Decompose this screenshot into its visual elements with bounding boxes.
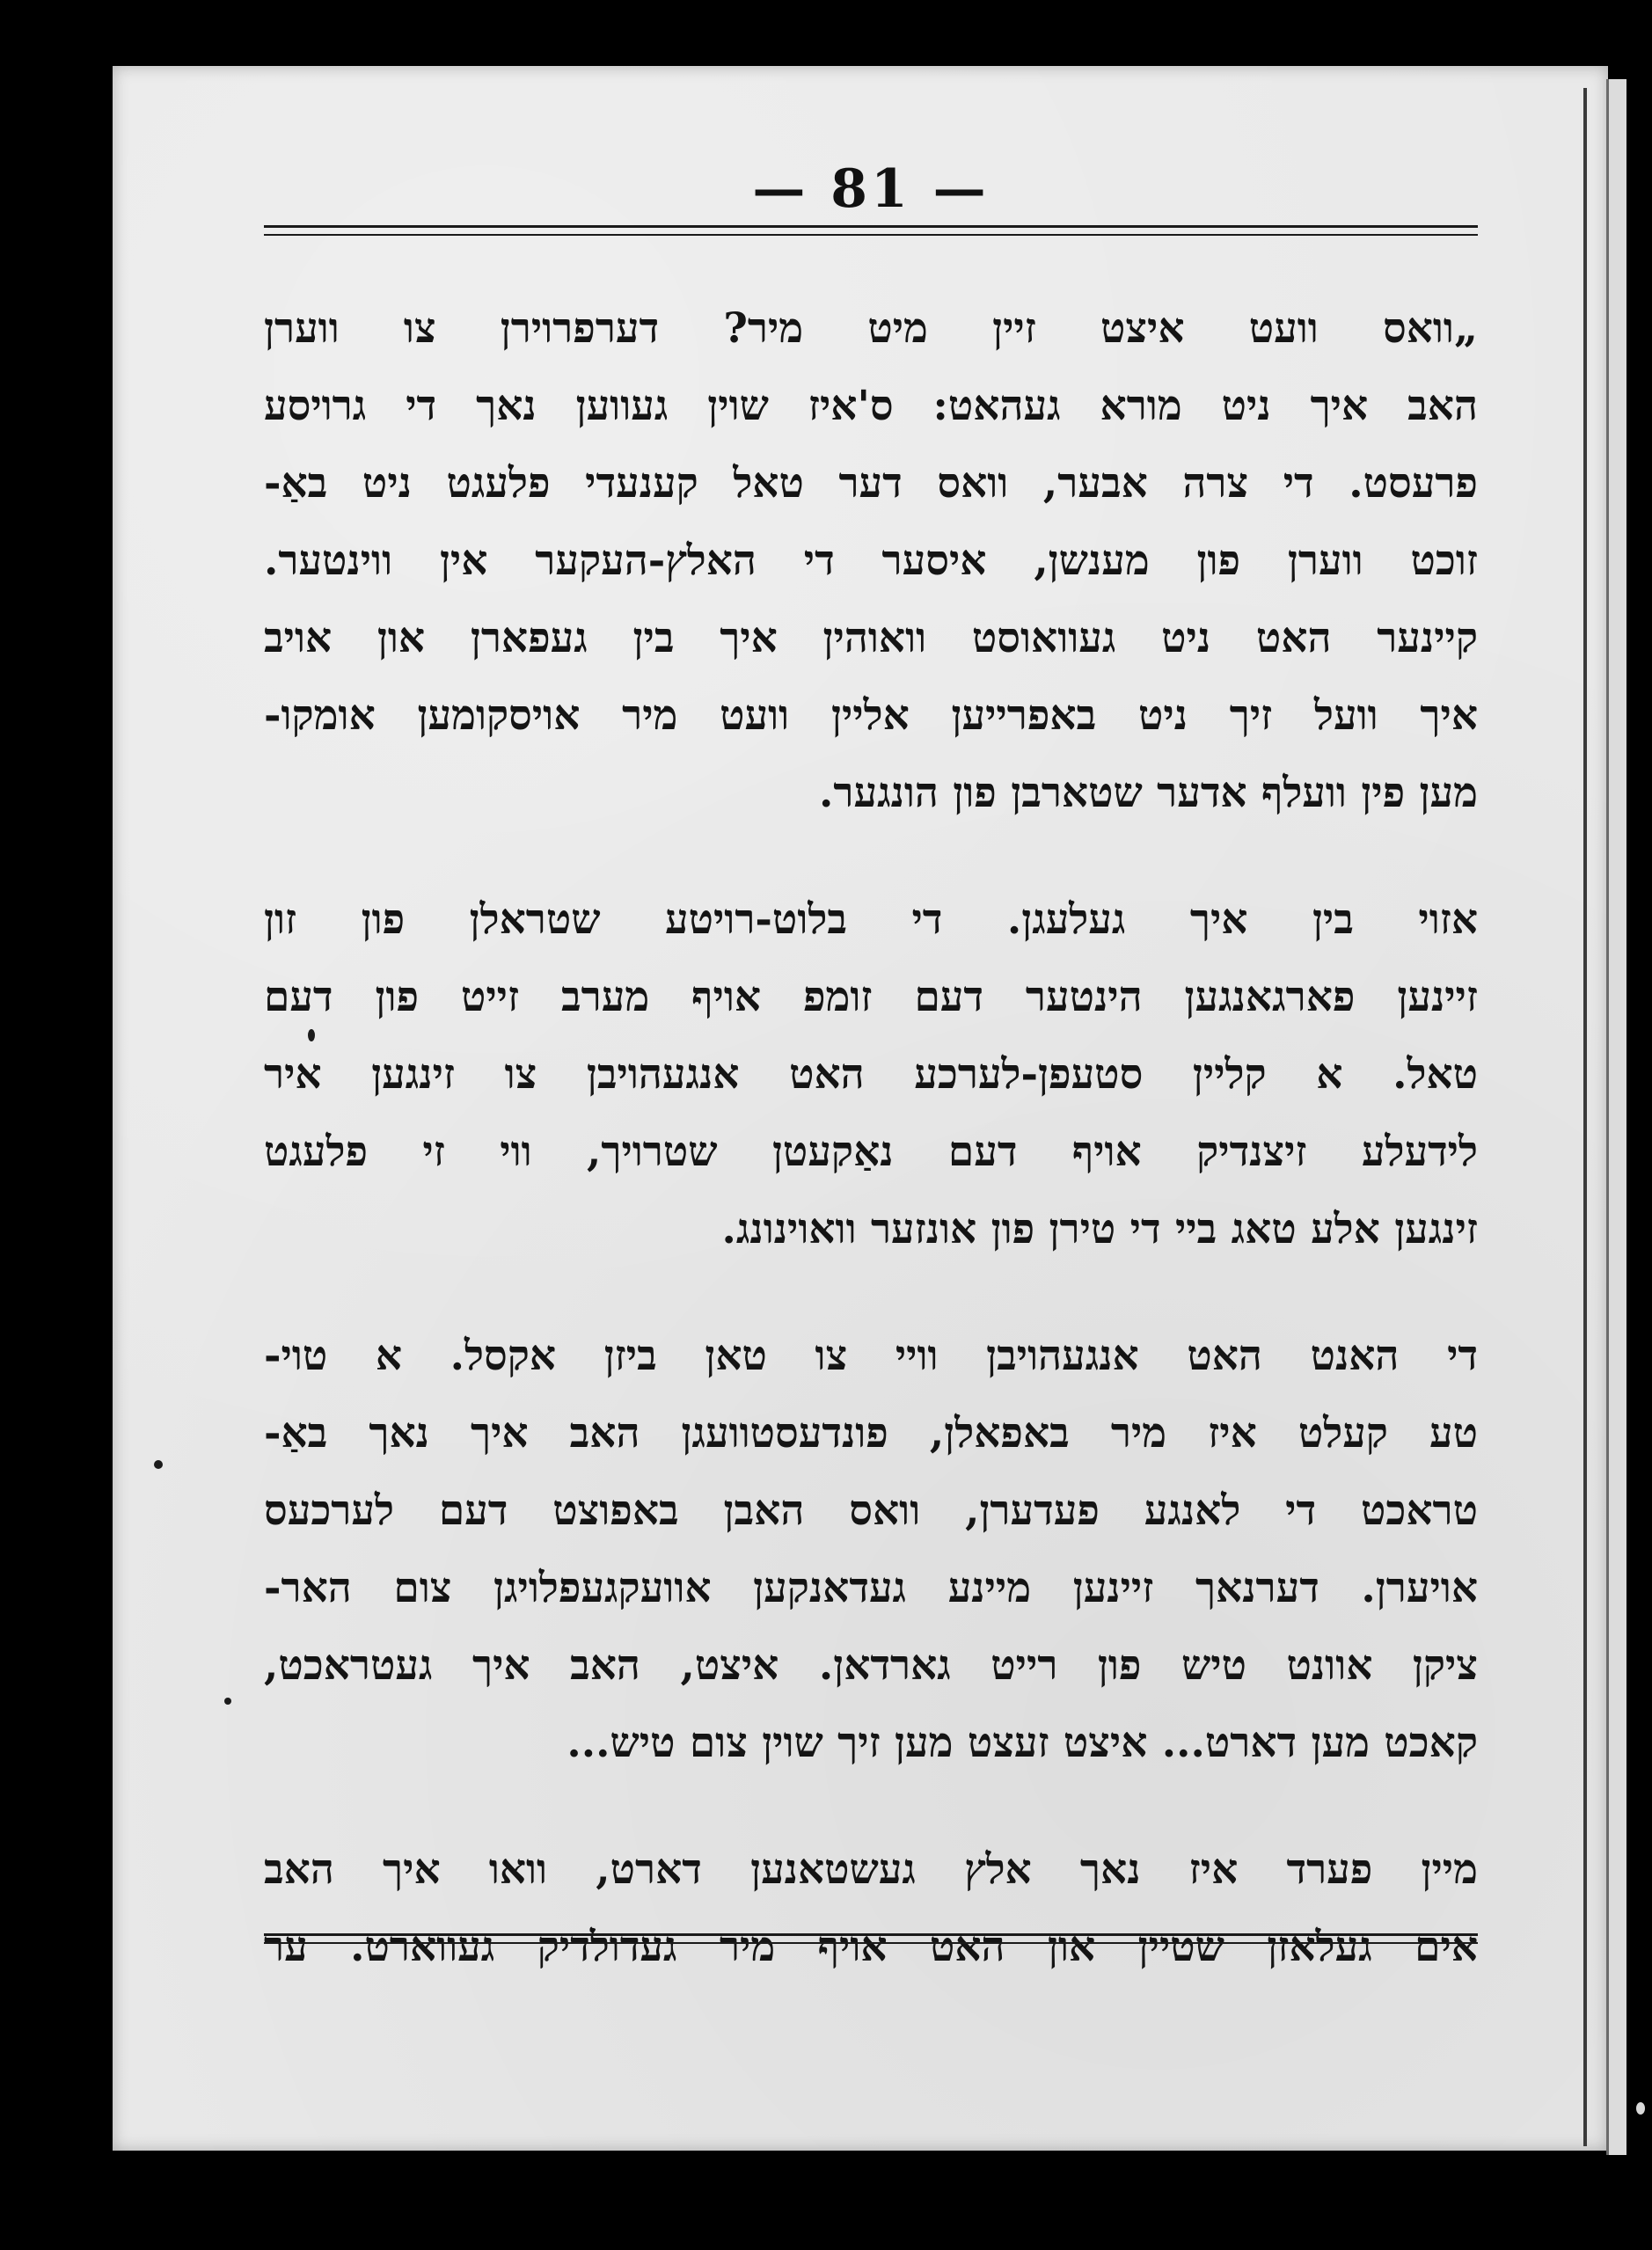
page-number: — 81 —: [752, 158, 990, 220]
text-line: „וואס וועט איצט זיין מיט מיר? דערפרוירן צו ווערן: [264, 304, 1478, 353]
ink-speck: [224, 1698, 231, 1705]
text-line: אויערן. דערנאך זיינען מיינע געדאנקען אוועקגעפלויגן צום האר-: [264, 1564, 1478, 1612]
next-page-edge: [1606, 79, 1626, 2155]
text-line: פרעסט. די צרה אבער, וואס דער טאל קענעדי פלעגט ניט באַ-: [264, 459, 1478, 508]
text-line: טאל. א קליין סטעפן-לערכע האט אנגעהויבן צו זינגען איר: [264, 1050, 1478, 1099]
header-rule-bottom: [264, 234, 1478, 236]
body-text: [264, 290, 1478, 1986]
text-line: זוכט ווערן פון מענשן, איסער די האלץ-העקער אין ווינטער.: [264, 537, 1478, 585]
footer-rule-bottom: [264, 1942, 1478, 1944]
text-line: מיין פערד איז נאך אלץ געשטאנען דארט, וואו איך האב: [264, 1845, 1478, 1894]
text-line: איך וועל זיך ניט באפרייען אליין וועט מיר אויסקומען אומקו-: [264, 691, 1478, 740]
text-line: טראכט די לאנגע פעדערן, וואס האבן באפוצט דעם לערכעס: [264, 1487, 1478, 1535]
ink-speck: [308, 1029, 315, 1041]
text-line: זיינען פארגאנגען הינטער דעם זומפ אויף מערב זייט פון דעם: [264, 973, 1478, 1021]
edge-speck: [1636, 2102, 1645, 2115]
footer-rule-top: [264, 1933, 1478, 1936]
text-line: אזוי בין איך געלעגן. די בלוט-רויטע שטראלן פון זון: [264, 895, 1478, 944]
text-line: מען פין וועלף אדער שטארבן פון הונגער.: [819, 769, 1478, 817]
binding-shadow: [1583, 88, 1587, 2146]
text-line: קאכט מען דארט... איצט זעצט מען זיך שוין צום טיש...: [567, 1719, 1478, 1767]
text-line: קיינער האט ניט געוואוסט וואוהין איך בין געפארן און אויב: [264, 614, 1478, 662]
text-line: ציקן אוונט טיש פון רייט גארדאן. איצט, האב איך געטראכט,: [264, 1641, 1478, 1690]
text-line: לידעלע זיצנדיק אויף דעם נאַקעטן שטרויך, ווי זי פלעגט: [264, 1128, 1478, 1176]
text-line: האב איך ניט מורא געהאט: ס'איז שוין געווען נאך די גרויסע: [264, 382, 1478, 430]
text-line: אים געלאזן שטיין און האט אויף מיר געדולדיק געווארט. ער: [264, 1923, 1478, 1971]
text-line: טע קעלט איז מיר באפאלן, פונדעסטוועגן האב איך נאך באַ-: [264, 1409, 1478, 1457]
text-line: זינגען אלע טאג ביי די טירן פון אונזער וואוינונג.: [721, 1205, 1478, 1253]
ink-speck: [154, 1460, 163, 1469]
text-line: די האנט האט אנגעהויבן וויי צו טאן ביזן אקסל. א טוי-: [264, 1332, 1478, 1380]
header-rule-top: [264, 225, 1478, 228]
